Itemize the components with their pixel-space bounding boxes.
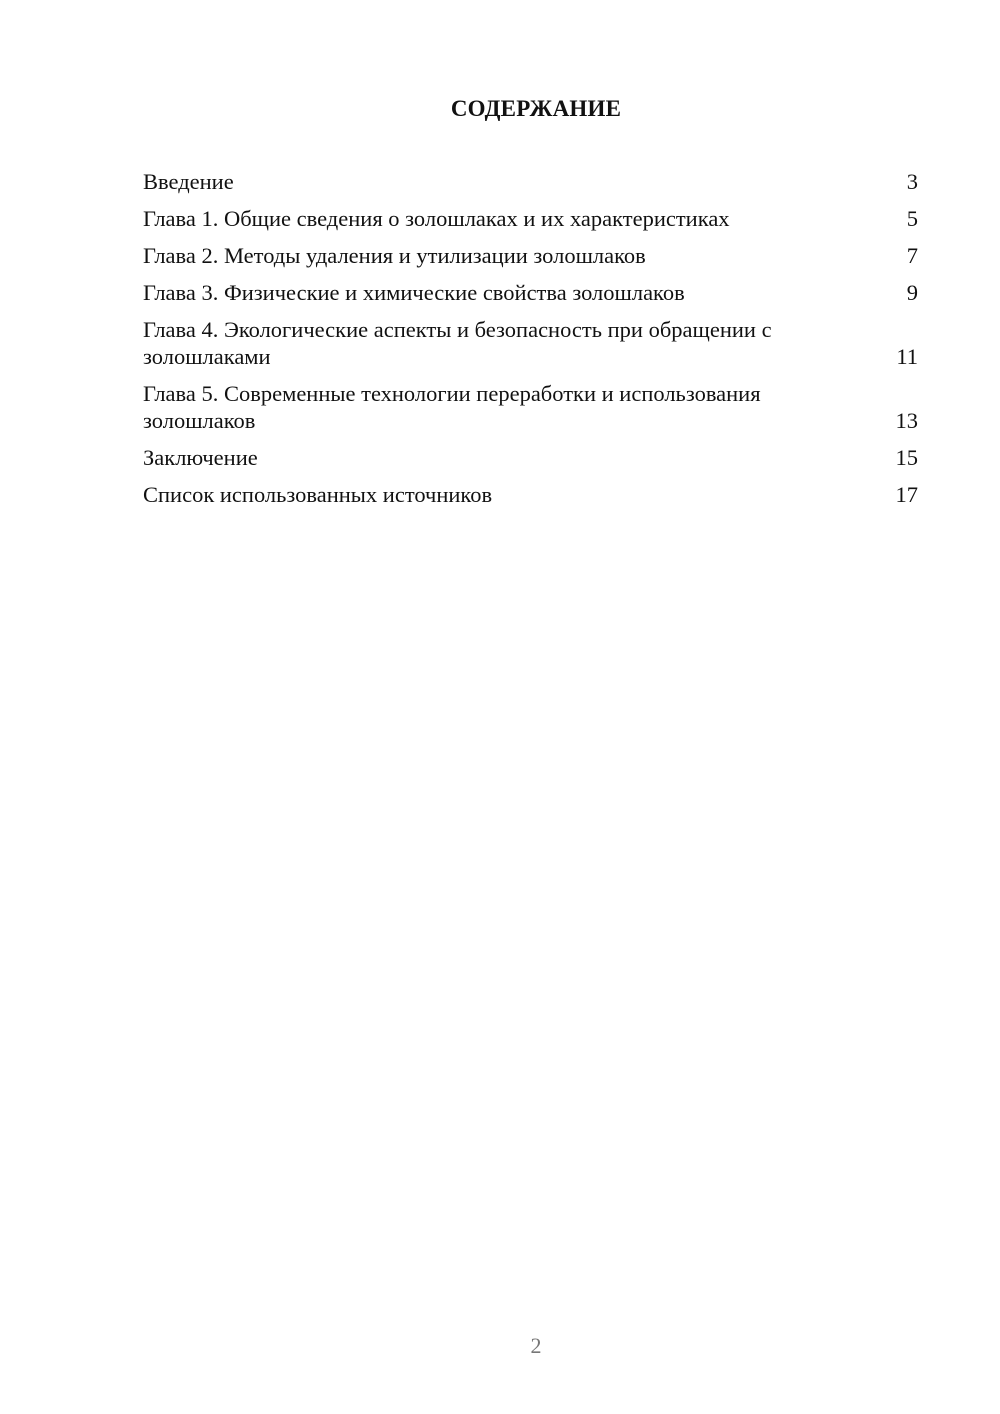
toc-entry-references <box>143 481 918 508</box>
toc-entry-chapter-1 <box>143 205 918 232</box>
toc-entry-conclusion <box>143 444 918 471</box>
toc-entry-page: 7 <box>906 243 918 268</box>
toc-entry-chapter-3 <box>143 279 918 306</box>
toc-entry-page: 17 <box>895 482 918 507</box>
toc-entry-page: 9 <box>906 280 918 305</box>
toc-entry-page: 11 <box>896 344 918 369</box>
toc-entry-page: 15 <box>895 445 918 470</box>
toc-entry-text: Введение <box>143 169 234 194</box>
toc-entry-text: Список использованных источников <box>143 482 493 507</box>
toc-entry-text: Глава 1. Общие сведения о золошлаках и их характеристиках <box>143 206 730 231</box>
toc-entry-text: Глава 2. Методы удаления и утилизации золошлаков <box>143 243 646 268</box>
toc-entry-page: 3 <box>906 169 918 194</box>
toc-entry-chapter-5 <box>143 380 918 434</box>
toc-entry-chapter-4 <box>143 316 918 370</box>
toc-entry-introduction <box>143 168 918 195</box>
toc-entry-text: Заключение <box>143 445 258 470</box>
toc-entry-page: 13 <box>895 408 918 433</box>
table-of-contents <box>143 168 918 518</box>
toc-entry-chapter-2 <box>143 242 918 269</box>
toc-entry-text: Глава 4. Экологические аспекты и безопасность при обращении с золошлаками <box>143 317 772 369</box>
toc-title: СОДЕРЖАНИЕ <box>450 96 622 121</box>
toc-entry-page: 5 <box>906 206 918 231</box>
toc-entry-text: Глава 3. Физические и химические свойства золошлаков <box>143 280 685 305</box>
page-number: 2 <box>530 1333 542 1358</box>
toc-entry-text: Глава 5. Современные технологии переработки и использования золошлаков <box>143 381 761 433</box>
